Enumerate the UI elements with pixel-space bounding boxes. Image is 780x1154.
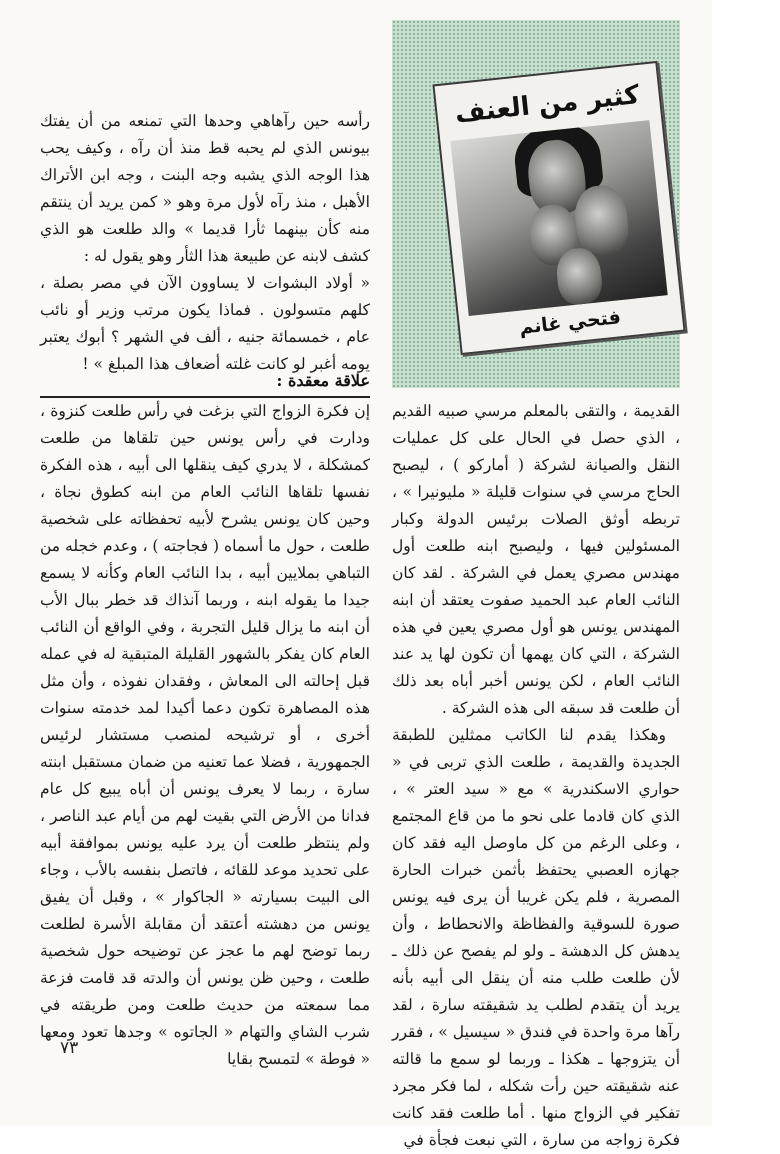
right-column (392, 398, 680, 1154)
paragraph: إن فكرة الزواج التي بزغت في رأس طلعت كنزوة ، ودارت في رأس يونس حين تلقاها من طلعت كمشكلة ، لا يدري كيف ينقلها الى أبيه ، هذه الفكرة نفسها تلقاها النائب العام من ابنه كطوق نجاة ، وحين كان يونس يشرح لأبيه تحفظاته على شخصية طلعت ، حول ما أسماه ( فجاجته ) ، وعدم خجله من التباهي بملايين أبيه ، بدا النائب العام وكأنه لا يسمع جيدا ما يقوله ابنه ، وربما آنذاك قد خطر ببال الأب أن ابنه ما يزال قليل التجربة ، وفي الواقع أن النائب العام كان يفكر بالشهور القليلة المتبقية له في عمله قبل إحالته الى المعاش ، وفقدان نفوذه ، وأن مثل هذه المصاهرة تكون دعما أكيدا لمد خدمته سنوات أخرى ، أو ترشيحه لمنصب مستشار لرئيس الجمهورية ، فضلا عما تعنيه من ضمان مستقبل ابنته سارة ، ربما لا يعرف يونس أن أباه يبيع كل عام فدانا من الأرض التي بقيت لهم من أيام عبد الناصر ، ولم ينتظر طلعت أن يرد عليه يونس بموافقة أبيه على تحديد موعد للقائه ، فاتصل بنفسه بالأب ، وجاء الى البيت بسيارته « الجاكوار » ، وقبل أن يفيق يونس من دهشته أعتقد أن مقابلة الأسرة لطلعت ربما توضح لهم ما عجز عن توضيحه حول شخصية طلعت ، وحين ظن يونس أن والدته قد قامت فزعة مما سمعته من حديث طلعت ومن طريقته في شرب الشاي والتهام « الجاتوه » وجدها تعود ومعها « فوطة » لتمسح بقايا (40, 402, 370, 1068)
left-column (40, 108, 370, 378)
book-cover-illustration (450, 120, 667, 316)
scan-margin (712, 0, 780, 1126)
paragraph: القديمة ، والتقى بالمعلم مرسي صبيه القديم ، الذي حصل في الحال على كل عمليات النقل والصيانة لشركة ( أماركو ) ، ليصبح الحاج مرسي في سنوات قليلة « مليونيرا » ، تربطه أوثق الصلات برئيس الدولة وكبار المسئولين فيها ، وليصبح ابنه طلعت أول مهندس مصري يعمل في الشركة . لقد كان النائب العام عبد الحميد صفوت يعتقد أن ابنه المهندس يونس هو أول مصري يعين في هذه الشركة ، التي كان يهمها أن تكون لها يد عند النائب العام ، لكن يونس أخبر أباه بعد ذلك أن طلعت قد سبقه الى هذه الشركة . (392, 402, 680, 717)
left-column-continued (40, 398, 370, 1073)
face-man-center (572, 183, 631, 258)
page-number: ٧٣ (60, 1038, 79, 1058)
paragraph: رأسه حين رآهاهي وحدها التي تمنعه من أن يفتك بيونس الذي لم يحبه قط منذ أن رآه ، وكيف يحب هذا الوجه الذي يشبه وجه البنت ، وجه ابن الأتراك الأهبل ، منذ رآه لأول مرة وهو « كمن يريد أن ينتقم منه كأن بينهما ثأرا قديما » والد طلعت هو الذي كشف لابنه عن طبيعة هذا الثأر وهو يقول له : (40, 112, 370, 265)
book-cover (432, 61, 685, 355)
book-author: فتحي غانم (518, 306, 622, 339)
paragraph: وهكذا يقدم لنا الكاتب ممثلين للطبقة الجديدة والقديمة ، طلعت الذي تربى في « حواري الاسكندرية » مع « سيد العتر » ، الذي كان قادما على نحو ما من قاع المجتمع ، وعلى الرغم من كل ماوصل اليه فقد كان جهازه العصبي يحتفظ بأثمن خبرات الحارة المصرية ، فلم يكن غريبا أن يرى فيه يونس صورة للسوقية والفظاظة والانحطاط ، وأن يدهش كل الدهشة ـ ولو لم يفصح عن ذلك ـ لأن طلعت طلب منه أن ينقل الى أبيه بأنه يريد أن يتقدم لطلب يد شقيقته سارة ، لقد رآها مرة واحدة في فندق « سيسيل » ، فقرر أن يتزوجها ـ هكذا ـ وربما لو سمع ما قالته عنه شقيقته حين رأت شكله ، لما فكر مجرد تفكير في الزواج منها . أما طلعت فقد كانت فكرة زواجه من سارة ، التي نبعت فجأة في (392, 726, 680, 1149)
book-title: كثير من العنف (453, 80, 641, 130)
section-subheading: علاقة معقدة : (276, 371, 370, 390)
quote-paragraph: « أولاد البشوات لا يساوون الآن في مصر بصلة ، كلهم متسولون . فماذا يكون مرتب وزير أو نائب عام ، خمسمائة جنيه ، ألف في الشهر ؟ أبوك يعتبر يومه أغبر لو كانت غلته أضعاف هذا المبلغ » ! (40, 274, 370, 373)
